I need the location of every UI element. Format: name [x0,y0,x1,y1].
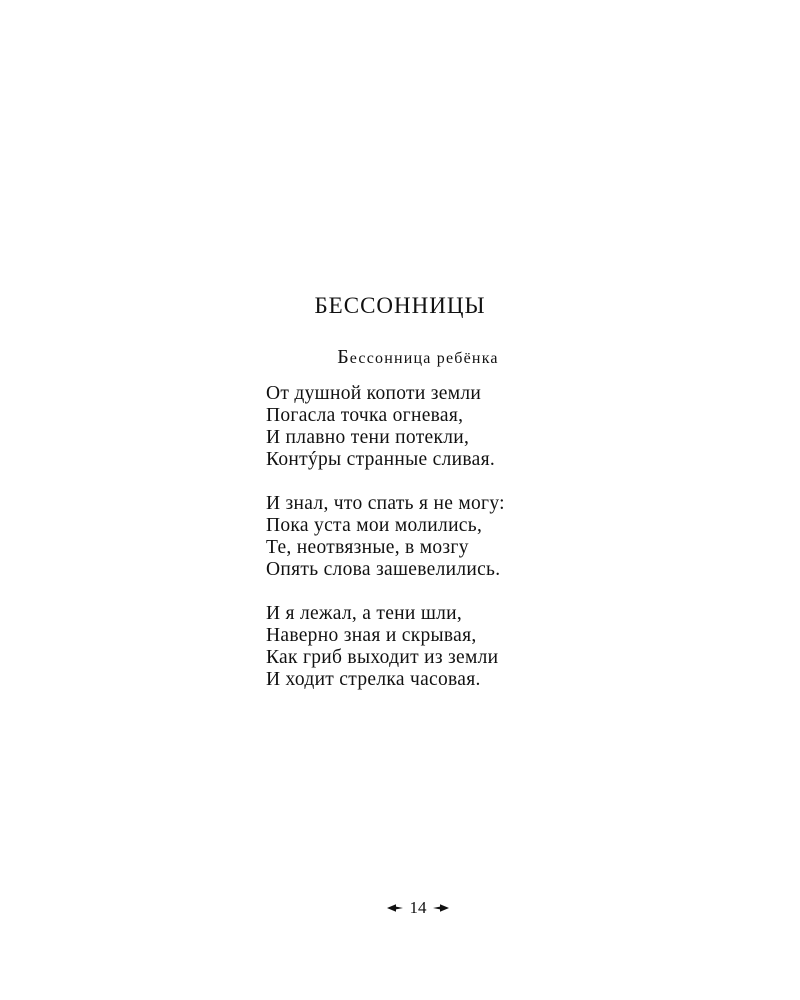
poem-title-initial: Б [337,346,350,368]
section-title: БЕССОННИЦЫ [314,293,486,318]
poem-title [0,346,800,369]
page-folio [0,897,800,918]
left-ornament-icon [387,898,403,918]
verse-line: Опять слова зашевелились. [266,559,501,580]
poem-title-rest: ессонница ребёнка [349,350,499,367]
verse-line: И я лежал, а тени шли, [266,603,463,624]
verse-line: Как гриб выходит из земли [266,647,499,668]
verse-line: И плавно тени потекли, [266,427,470,448]
poem-body [266,383,505,713]
verse-line: Погасла точка огневая, [266,405,464,426]
stanza-1 [266,383,505,471]
right-ornament-icon [433,898,449,918]
verse-line: Те, неотвязные, в мозгу [266,537,469,558]
verse-line: И знал, что спать я не могу: [266,493,505,514]
verse-line: От душной копоти земли [266,383,482,404]
stanza-2 [266,493,505,581]
verse-line: Наверно зная и скрывая, [266,625,477,646]
verse-line: Пока уста мои молились, [266,515,483,536]
verse-line: И ходит стрелка часовая. [266,669,481,690]
page-number: 14 [409,898,427,918]
stanza-3 [266,603,505,691]
verse-line: Контýры странные сливая. [266,449,496,470]
